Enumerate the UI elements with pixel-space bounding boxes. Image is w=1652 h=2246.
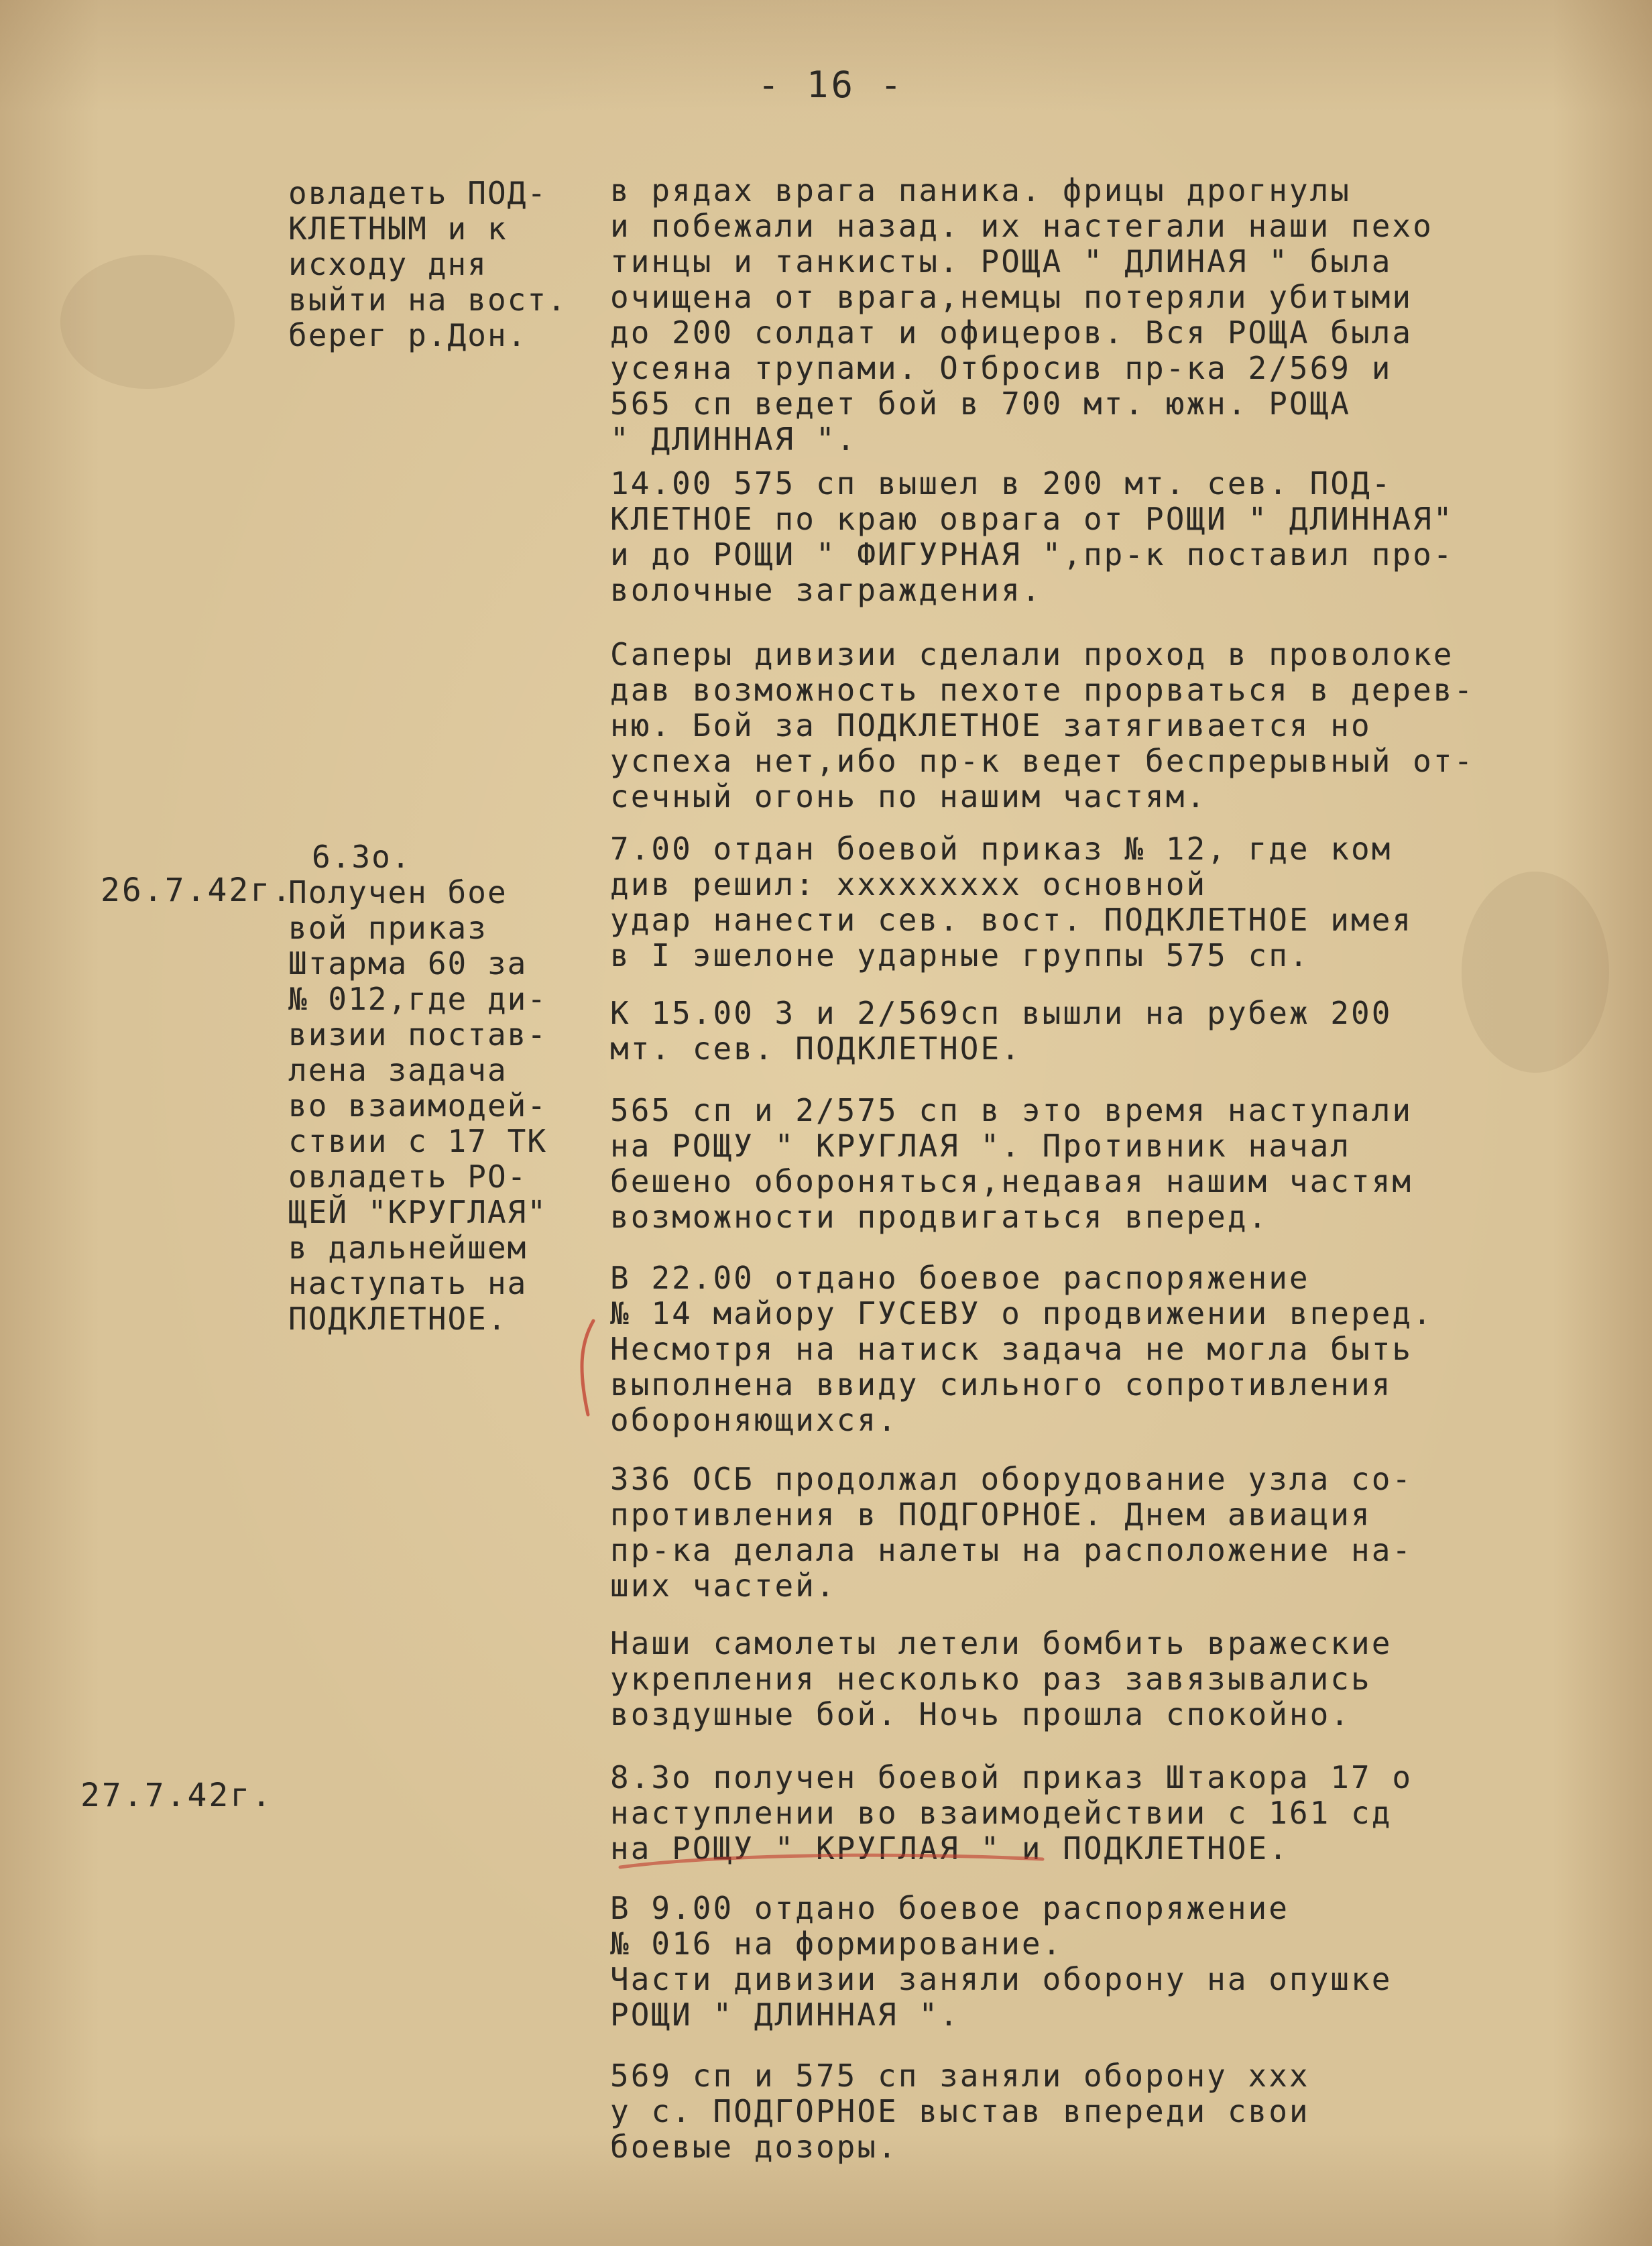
entry-paragraph	[610, 173, 1433, 457]
text-line: № 016 на формирование.	[610, 1926, 1063, 1962]
entry-paragraph	[610, 1093, 1413, 1235]
text-line: ню. Бой за ПОДКЛЕТНОЕ затягивается но	[610, 707, 1372, 744]
paper-stain	[1462, 872, 1609, 1073]
text-line: воздушные бой. Ночь прошла спокойно.	[610, 1696, 1351, 1732]
summary-line: ствии с 17 ТК	[288, 1123, 548, 1159]
text-line: 565 сп ведет бой в 700 мт. южн. РОЩА	[610, 386, 1351, 422]
text-line: " ДЛИННАЯ ".	[610, 421, 858, 457]
text-line: пр-ка делала налеты на расположение на-	[610, 1532, 1413, 1568]
summary-line: 6.3о.	[312, 839, 412, 875]
summary-line: наступать на	[288, 1265, 528, 1301]
text-line: обороняющихся.	[610, 1402, 898, 1438]
text-line: К 15.00 3 и 2/569сп вышли на рубеж 200	[610, 995, 1393, 1031]
entry-paragraph	[610, 637, 1474, 815]
entry-paragraph	[610, 1891, 1392, 2033]
text-line: див решил: xxxxxxxxx основной	[610, 866, 1207, 902]
entry-0-summary	[288, 176, 583, 353]
summary-line: во взаимодей-	[288, 1087, 548, 1124]
text-line: очищена от врага,немцы потеряли убитыми	[610, 279, 1413, 315]
entry-paragraph	[610, 466, 1454, 608]
text-line: ших частей.	[610, 1568, 837, 1604]
text-line: на РОЩУ " КРУГЛАЯ ". Противник начал	[610, 1128, 1351, 1164]
text-line: 336 ОСБ продолжал оборудование узла со-	[610, 1461, 1413, 1497]
text-line: на РОЩУ " КРУГЛАЯ " и ПОДКЛЕТНОЕ.	[610, 1830, 1289, 1867]
text-line: бешено обороняться,недавая нашим частям	[610, 1163, 1413, 1199]
text-line: противления в ПОДГОРНОЕ. Днем авиация	[610, 1496, 1372, 1533]
text-line: РОЩИ " ДЛИННАЯ ".	[610, 1997, 960, 2033]
text-line: и до РОЩИ " ФИГУРНАЯ ",пр-к поставил про-	[610, 536, 1454, 573]
summary-line: овладеть ПОД-	[288, 175, 548, 211]
text-line: В 22.00 отдано боевое распоряжение	[610, 1260, 1310, 1296]
page-number: - 16 -	[758, 64, 905, 106]
summary-line: вой приказ	[288, 910, 487, 946]
text-line: сечный огонь по нашим частям.	[610, 778, 1207, 815]
text-line: Несмотря на натиск задача не могла быть	[610, 1331, 1413, 1367]
text-line: 569 сп и 575 сп заняли оборону xxx	[610, 2058, 1310, 2094]
summary-line: КЛЕТНЫМ и к	[288, 211, 508, 247]
text-line: 565 сп и 2/575 сп в это время наступали	[610, 1092, 1413, 1128]
summary-line: ПОДКЛЕТНОЕ.	[288, 1301, 508, 1337]
entry-paragraph	[610, 996, 1392, 1067]
red-pencil-underline	[617, 1847, 1046, 1874]
summary-line: визии постав-	[288, 1016, 548, 1053]
text-line: в рядах врага паника. фрицы дрогнулы	[610, 172, 1351, 209]
text-line: у с. ПОДГОРНОЕ выстав впереди свои	[610, 2093, 1310, 2129]
text-line: укрепления несколько раз завязывались	[610, 1661, 1372, 1697]
entry-paragraph	[610, 1462, 1413, 1604]
text-line: дав возможность пехоте прорваться в дерев-	[610, 672, 1475, 708]
text-line: и побежали назад. их настегали наши пехо	[610, 208, 1433, 244]
text-line: тинцы и танкисты. РОЩА " ДЛИНАЯ " была	[610, 243, 1393, 280]
summary-line: исходу дня	[288, 246, 487, 282]
text-line: в I эшелоне ударные группы 575 сп.	[610, 937, 1310, 973]
text-line: успеха нет,ибо пр-к ведет беспрерывный от-	[610, 743, 1475, 779]
paper-stain	[60, 255, 235, 389]
entry-paragraph	[610, 1626, 1392, 1732]
text-line: № 14 майору ГУСЕВУ о продвижении вперед.	[610, 1295, 1433, 1332]
summary-line: Штарма 60 за	[288, 945, 528, 982]
summary-line: берег р.Дон.	[288, 317, 528, 353]
entry-date: 27.7.42г.	[80, 1777, 274, 1814]
summary-line: Получен бое	[288, 874, 508, 910]
text-line: 7.00 отдан боевой приказ № 12, где ком	[610, 831, 1393, 867]
text-line: боевые дозоры.	[610, 2129, 898, 2165]
text-line: усеяна трупами. Отбросив пр-ка 2/569 и	[610, 350, 1393, 386]
text-line: Саперы дивизии сделали проход в проволоке	[610, 636, 1454, 672]
summary-line: выйти на вост.	[288, 282, 567, 318]
summary-line: овладеть РО-	[288, 1159, 528, 1195]
summary-line: ЩЕЙ "КРУГЛАЯ"	[288, 1194, 548, 1230]
text-line: наступлении во взаимодействии с 161 сд	[610, 1795, 1393, 1831]
red-pencil-mark	[573, 1317, 600, 1418]
summary-line: лена задача	[288, 1052, 508, 1088]
text-line: Наши самолеты летели бомбить вражеские	[610, 1625, 1393, 1661]
entry-1-summary	[288, 839, 583, 1337]
text-line: 14.00 575 сп вышел в 200 мт. сев. ПОД-	[610, 465, 1393, 501]
summary-line: в дальнейшем	[288, 1230, 528, 1266]
text-line: Части дивизии заняли оборону на опушке	[610, 1961, 1393, 1997]
text-line: В 9.00 отдано боевое распоряжение	[610, 1890, 1289, 1926]
text-line: КЛЕТНОЕ по краю оврага от РОЩИ " ДЛИННАЯ"	[610, 501, 1454, 537]
text-line: выполнена ввиду сильного сопротивления	[610, 1366, 1393, 1403]
entry-date: 26.7.42г.	[101, 872, 294, 909]
entry-paragraph	[610, 1260, 1433, 1438]
text-line: волочные заграждения.	[610, 572, 1043, 608]
text-line: возможности продвигаться вперед.	[610, 1199, 1269, 1235]
entry-paragraph	[610, 2058, 1310, 2165]
text-line: мт. сев. ПОДКЛЕТНОЕ.	[610, 1030, 1022, 1067]
text-line: до 200 солдат и офицеров. Вся РОЩА была	[610, 314, 1413, 351]
text-line: 8.3о получен боевой приказ Штакора 17 о	[610, 1759, 1413, 1795]
entry-paragraph	[610, 831, 1413, 973]
summary-line: № 012,где ди-	[288, 981, 548, 1017]
text-line: удар нанести сев. вост. ПОДКЛЕТНОЕ имея	[610, 902, 1413, 938]
